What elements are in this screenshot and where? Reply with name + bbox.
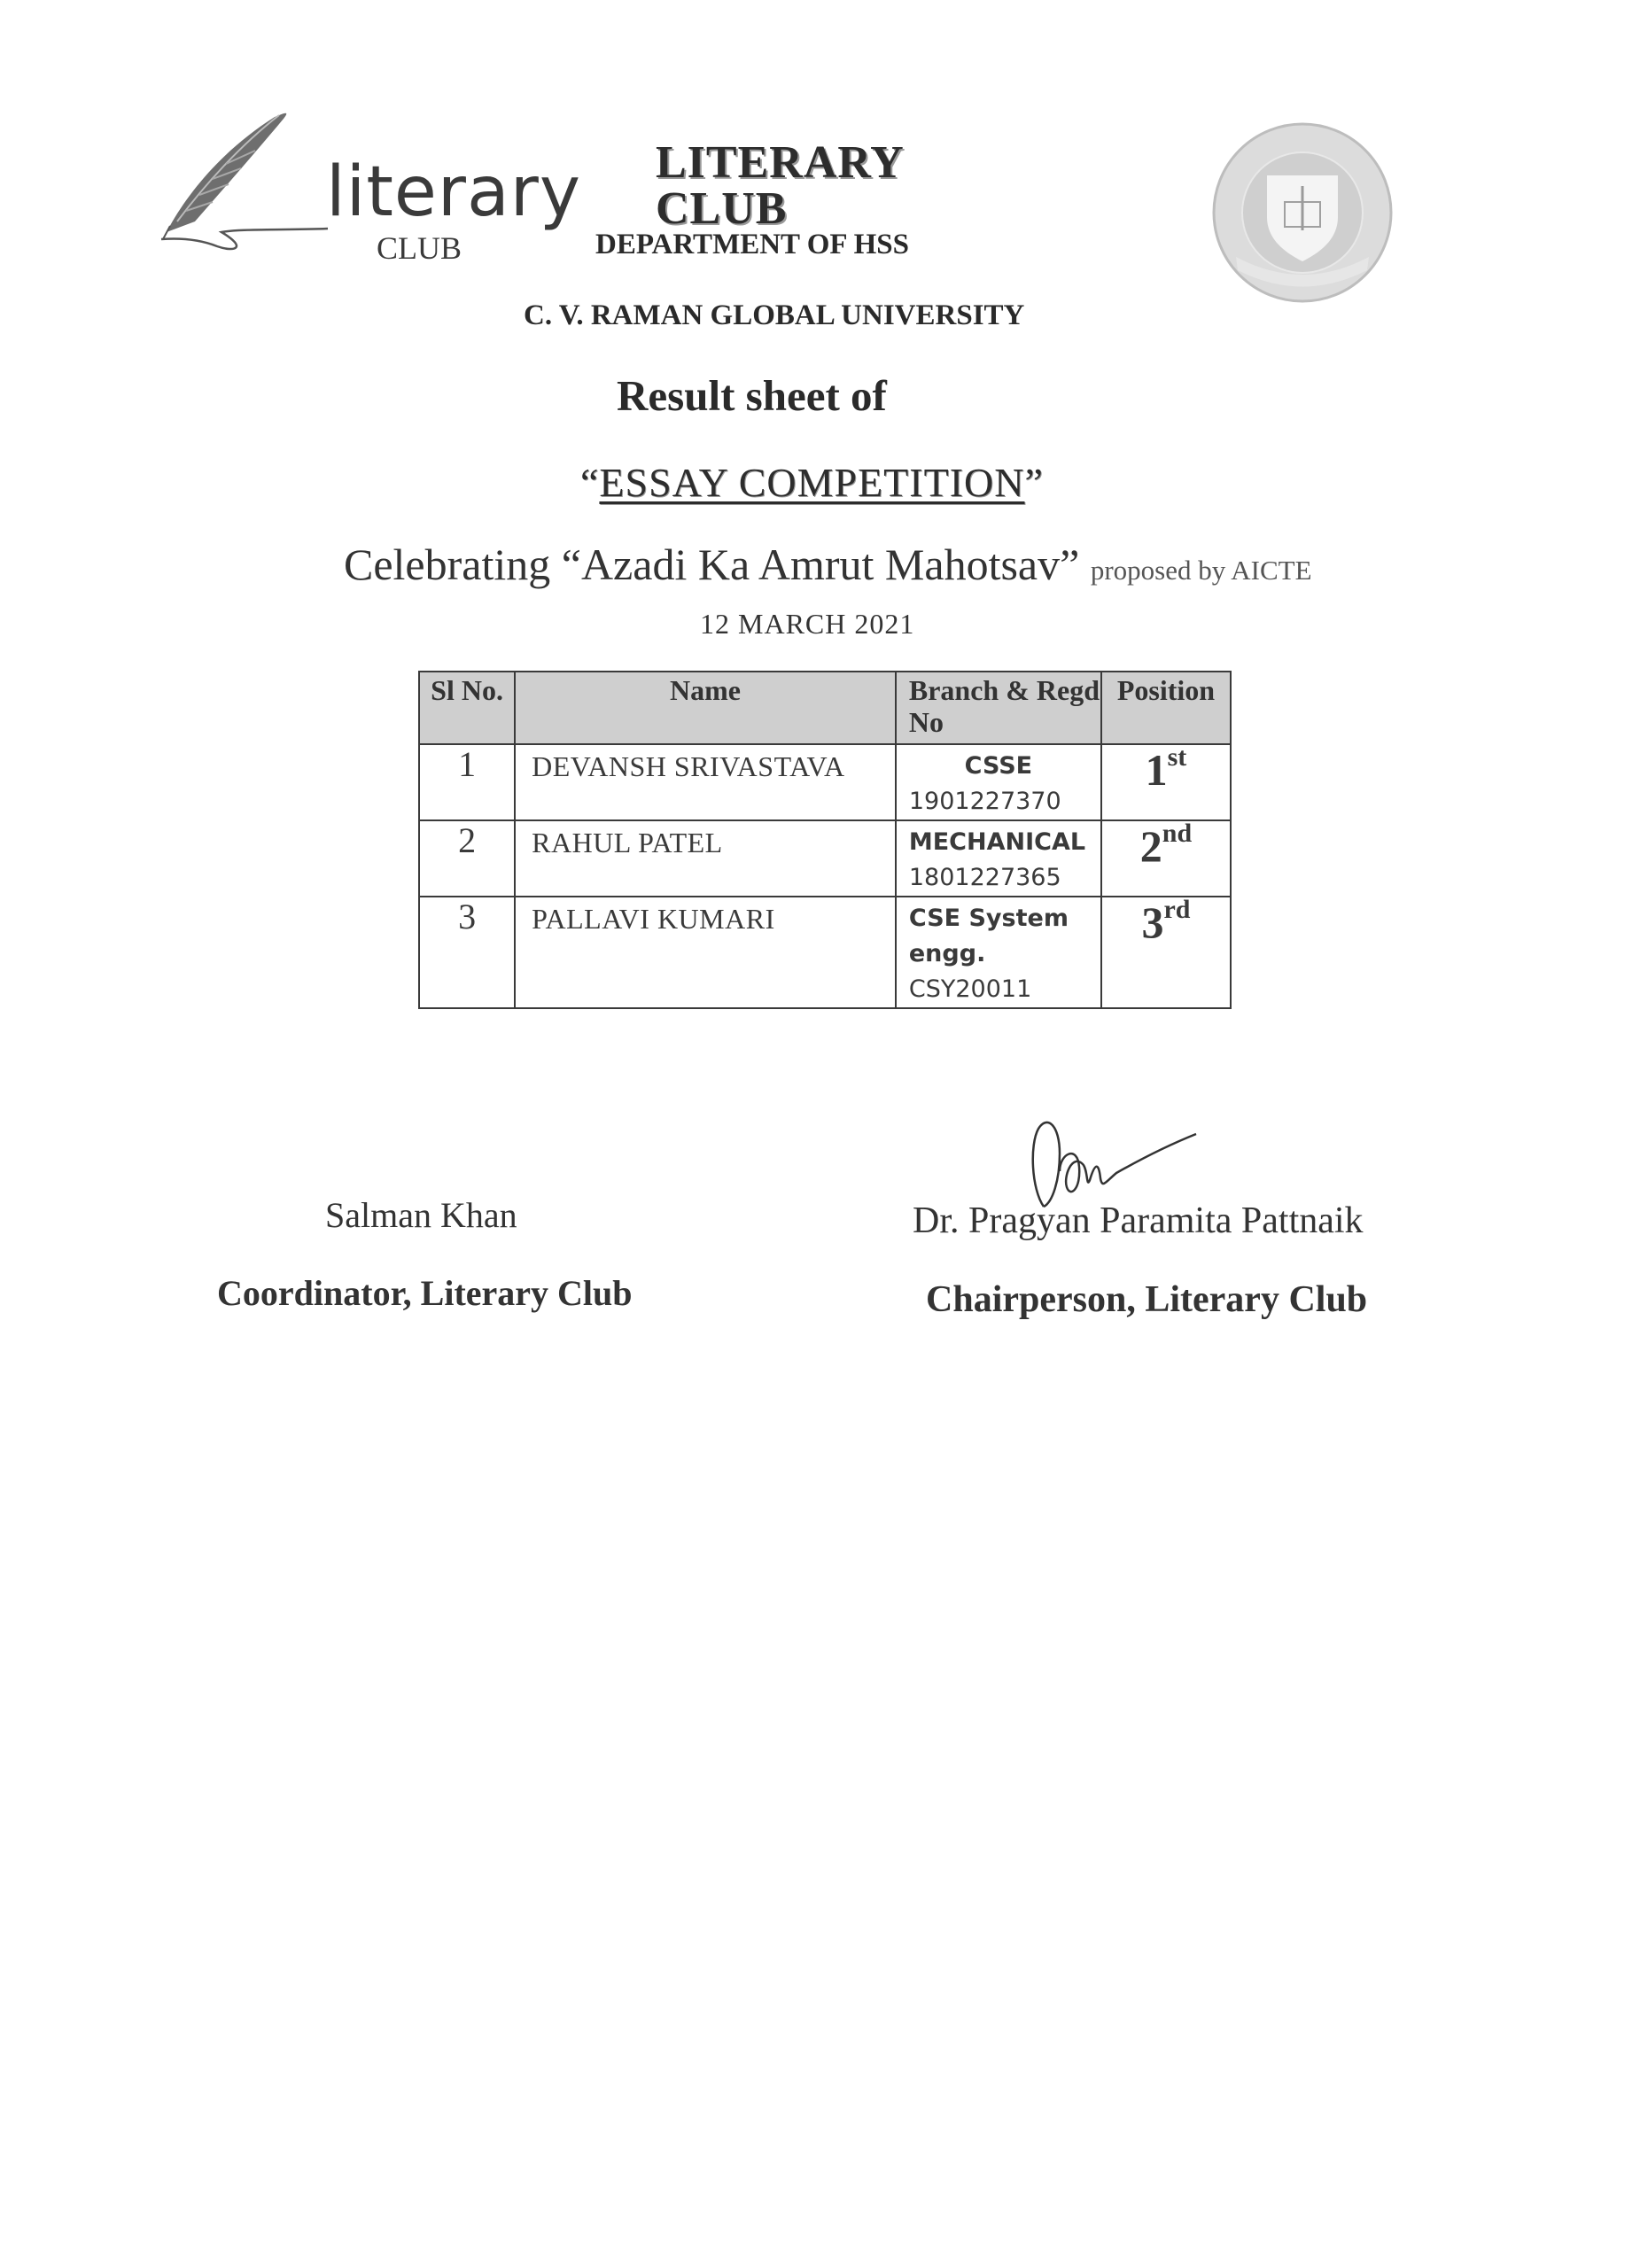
header-sl-no: Sl No. — [419, 672, 515, 744]
coordinator-title: Coordinator, Literary Club — [217, 1273, 633, 1313]
proposed-by-text: proposed by AICTE — [1090, 555, 1312, 586]
coordinator-name: Salman Khan — [325, 1195, 517, 1235]
cell-position — [1101, 897, 1231, 1008]
university-seal — [1201, 115, 1404, 319]
handwritten-signature — [1028, 1118, 1205, 1211]
table-row — [419, 744, 1231, 820]
table-row — [419, 820, 1231, 897]
cell-position — [1101, 744, 1231, 820]
event-date: 12 MARCH 2021 — [700, 608, 915, 640]
club-title: LITERARY CLUB — [656, 137, 903, 234]
table-row — [419, 897, 1231, 1008]
position-suffix: rd — [1163, 895, 1191, 924]
celebration-line — [344, 540, 1327, 589]
cell-sl: 2 — [419, 820, 515, 897]
result-table — [418, 671, 1232, 1009]
signature-icon — [1028, 1118, 1205, 1211]
cell-branch — [896, 744, 1101, 820]
competition-title — [580, 460, 1044, 505]
literary-club-logo — [151, 97, 582, 275]
position-suffix: st — [1167, 742, 1187, 772]
chairperson-name: Dr. Pragyan Paramita Pattnaik — [913, 1200, 1364, 1241]
cell-sl: 3 — [419, 897, 515, 1008]
branch-name: CSSE — [964, 752, 1033, 780]
competition-name: ESSAY COMPETITION — [599, 460, 1025, 505]
header-branch-regd: Branch & Regd No — [896, 672, 1101, 744]
header-position: Position — [1101, 672, 1231, 744]
cell-name: RAHUL PATEL — [515, 820, 896, 897]
table-header-row — [419, 672, 1231, 744]
branch-name: CSE System engg. — [908, 905, 1069, 967]
cell-position — [1101, 820, 1231, 897]
logo-word: literary — [326, 152, 582, 232]
regd-no: CSY20011 — [908, 975, 1032, 1003]
department-name: DEPARTMENT OF HSS — [595, 229, 909, 260]
cell-branch — [896, 820, 1101, 897]
university-name: C. V. RAMAN GLOBAL UNIVERSITY — [524, 299, 1025, 331]
branch-name: MECHANICAL — [908, 828, 1086, 856]
celebrating-text: Celebrating “Azadi Ka Amrut Mahotsav” — [344, 540, 1080, 589]
close-quote: ” — [1024, 460, 1044, 505]
university-seal-icon — [1201, 115, 1404, 319]
regd-no: 1901227370 — [908, 788, 1061, 815]
cell-name: PALLAVI KUMARI — [515, 897, 896, 1008]
position-number: 2 — [1139, 821, 1162, 871]
logo-sub: CLUB — [377, 230, 462, 266]
position-suffix: nd — [1162, 819, 1193, 848]
regd-no: 1801227365 — [908, 864, 1061, 891]
header-name: Name — [515, 672, 896, 744]
open-quote: “ — [580, 460, 600, 505]
position-number: 3 — [1141, 897, 1164, 947]
chairperson-title: Chairperson, Literary Club — [926, 1279, 1368, 1320]
position-number: 1 — [1145, 745, 1168, 795]
cell-name: DEVANSH SRIVASTAVA — [515, 744, 896, 820]
cell-branch — [896, 897, 1101, 1008]
cell-sl: 1 — [419, 744, 515, 820]
result-sheet-title: Result sheet of — [617, 371, 887, 420]
